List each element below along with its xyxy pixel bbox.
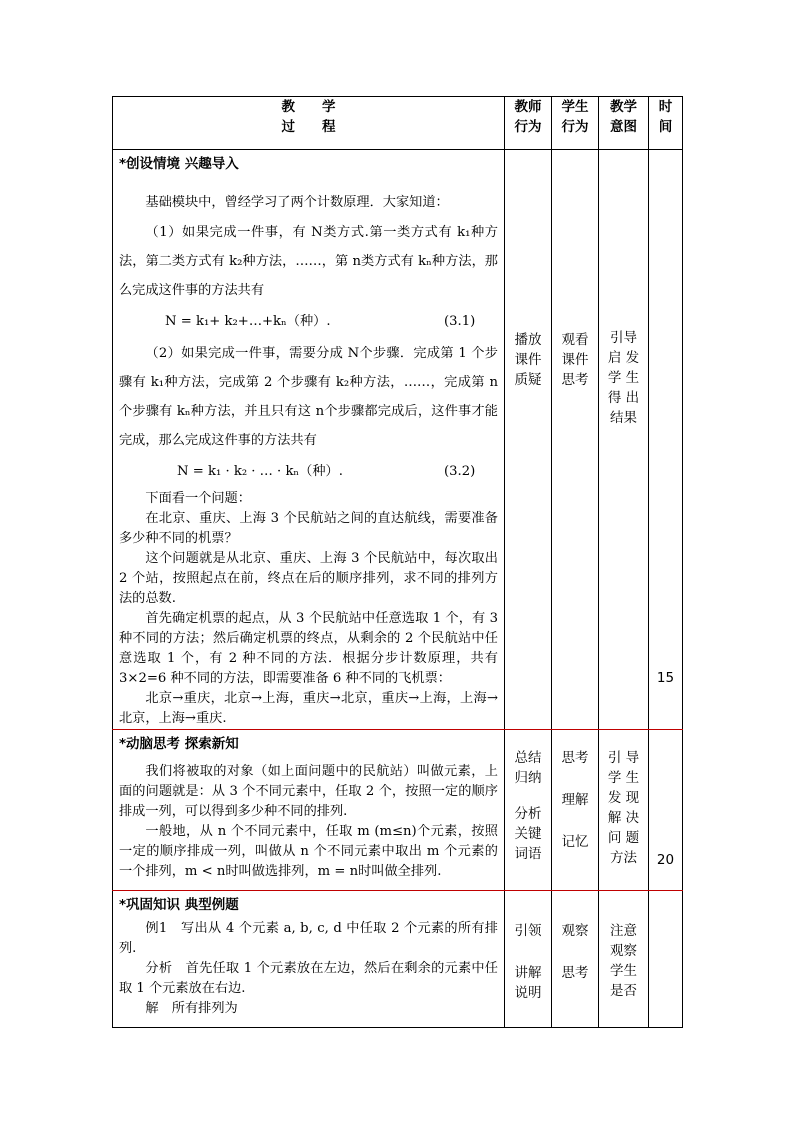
- section-intro-body: [113, 150, 505, 730]
- section-explore-body: [113, 730, 505, 891]
- side-text: 记忆: [561, 834, 589, 850]
- side-text: 引导: [610, 330, 637, 346]
- formula-3-1: [113, 305, 504, 339]
- header-time-l2: 间: [658, 119, 673, 135]
- side-text: 思考: [561, 965, 589, 981]
- header-intent: [599, 97, 649, 150]
- side-text: 观察: [610, 943, 637, 959]
- section-intro-intent: [599, 150, 649, 730]
- side-text: 方法: [610, 850, 637, 866]
- section-intro-teacher: [505, 150, 552, 730]
- paragraph: （2）如果完成一件事，需要分成 N个步骤．完成第 1 个步骤有 k₁种方法，完成第 2 个步骤有 k₂种方法，……，完成第 n个步骤有 kₙ种方法，并且只有这 n个步骤都完成后，这件事才能完成，那么完成这件事的方法共有: [119, 346, 498, 448]
- side-text: 是否: [610, 983, 637, 999]
- header-process-line1: 教 学: [281, 99, 336, 115]
- lesson-plan-table: [112, 96, 683, 1028]
- header-time-l1: 时: [658, 99, 673, 115]
- example-1: 例1 写出从 4 个元素 a, b, c, d 中任取 2 个元素的所有排列.: [119, 921, 498, 956]
- header-time: [649, 97, 683, 150]
- time-value: 15: [656, 670, 675, 686]
- paragraph: 下面看一个问题：: [145, 491, 251, 506]
- side-text: 结果: [610, 410, 637, 426]
- section-examples: [113, 891, 683, 1028]
- paragraph: （1）如果完成一件事，有 N类方式.第一类方式有 k₁种方法，第二类方式有 k₂种方法，……，第 n类方式有 kₙ种方法，那么完成这件事的方法共有: [119, 225, 498, 298]
- side-text: 引 导: [607, 750, 640, 766]
- side-text: 思考: [561, 372, 589, 388]
- section-examples-student: [552, 891, 599, 1028]
- section-explore: [113, 730, 683, 891]
- paragraph: 我们将被取的对象（如上面问题中的民航站）叫做元素，上面的问题就是：从 3 个不同元素中，任取 2 个，按照一定的顺序排成一列，可以得到多少种不同的排列.: [119, 764, 498, 819]
- paragraph: 基础模块中，曾经学习了两个计数原理．大家知道：: [145, 195, 449, 210]
- side-text: 归纳: [514, 770, 542, 786]
- section-examples-time: [649, 891, 683, 1028]
- formula-3-2: [113, 455, 504, 489]
- header-teacher: [505, 97, 552, 150]
- side-text: 播放: [514, 332, 542, 348]
- section-title: *动脑思考 探索新知: [119, 736, 239, 752]
- paragraph: 这个问题就是从北京、重庆、上海 3 个民航站中，每次取出 2 个站，按照起点在前，终点在后的顺序排列，求不同的排列方法的总数.: [119, 551, 498, 606]
- header-student: [552, 97, 599, 150]
- solution: 解 所有排列为: [145, 1001, 238, 1016]
- header-process: [113, 97, 505, 150]
- side-text: 学 生: [607, 370, 640, 386]
- section-explore-teacher: [505, 730, 552, 891]
- formula-number: (3.2): [444, 464, 476, 479]
- side-text: 引领: [514, 923, 542, 939]
- formula-expr: N = k₁+ k₂+…+kₙ（种）.: [165, 314, 331, 329]
- side-text: 观察: [561, 923, 589, 939]
- side-text: 学生: [610, 963, 637, 979]
- formula-expr: N = k₁ · k₂ · … · kₙ（种）.: [177, 464, 343, 479]
- section-title: *创设情境 兴趣导入: [119, 156, 239, 172]
- paragraph: 在北京、重庆、上海 3 个民航站之间的直达航线，需要准备多少种不同的机票？: [119, 511, 498, 546]
- time-value: 20: [656, 852, 675, 868]
- header-student-l1: 学生: [561, 99, 589, 115]
- header-process-line2: 过 程: [281, 119, 336, 135]
- formula-number: (3.1): [444, 314, 476, 329]
- side-text: 思考: [561, 750, 589, 766]
- side-text: 理解: [561, 792, 589, 808]
- section-examples-intent: [599, 891, 649, 1028]
- header-intent-l1: 教学: [610, 99, 637, 115]
- side-text: 课件: [514, 352, 542, 368]
- side-text: 讲解: [514, 965, 542, 981]
- section-examples-teacher: [505, 891, 552, 1028]
- paragraph: 一般地，从 n 个不同元素中，任取 m (m≤n)个元素，按照一定的顺序排成一列，叫做从 n 个不同元素中取出 m 个元素的一个排列，m < n时叫做选排列，m = n时叫做全排列.: [119, 824, 498, 879]
- analysis: 分析 首先任取 1 个元素放在左边，然后在剩余的元素中任取 1 个元素放在右边.: [119, 961, 498, 996]
- header-row: [113, 97, 683, 150]
- side-text: 观看: [561, 332, 589, 348]
- header-teacher-l2: 行为: [514, 119, 542, 135]
- side-text: 关键: [514, 826, 542, 842]
- header-teacher-l1: 教师: [514, 99, 542, 115]
- section-intro-time: [649, 150, 683, 730]
- side-text: 学 生: [607, 770, 640, 786]
- side-text: 总结: [514, 750, 542, 766]
- side-text: 解 决: [607, 810, 640, 826]
- section-examples-body: [113, 891, 505, 1028]
- section-explore-time: [649, 730, 683, 891]
- side-text: 得 出: [607, 390, 640, 406]
- side-text: 发 现: [607, 790, 640, 806]
- header-student-l2: 行为: [561, 119, 589, 135]
- section-explore-intent: [599, 730, 649, 891]
- section-intro-student: [552, 150, 599, 730]
- section-explore-student: [552, 730, 599, 891]
- side-text: 注意: [610, 923, 637, 939]
- side-text: 词语: [514, 846, 542, 862]
- section-title: *巩固知识 典型例题: [119, 897, 239, 913]
- side-text: 说明: [514, 985, 542, 1001]
- side-text: 分析: [514, 806, 542, 822]
- header-intent-l2: 意图: [610, 119, 637, 135]
- side-text: 课件: [561, 352, 589, 368]
- side-text: 启 发: [607, 350, 640, 366]
- paragraph: 首先确定机票的起点，从 3 个民航站中任意选取 1 个，有 3 种不同的方法；然后确定机票的终点，从剩余的 2 个民航站中任意选取 1 个，有 2 种不同的方法．根据分步计数原理，共有 3×2=6 种不同的方法，即需要准备 6 种不同的飞机票：: [119, 611, 498, 686]
- side-text: 质疑: [514, 372, 542, 388]
- side-text: 问 题: [607, 830, 640, 846]
- paragraph: 北京→重庆，北京→上海，重庆→北京，重庆→上海，上海→北京，上海→重庆.: [119, 691, 498, 726]
- section-intro: [113, 150, 683, 730]
